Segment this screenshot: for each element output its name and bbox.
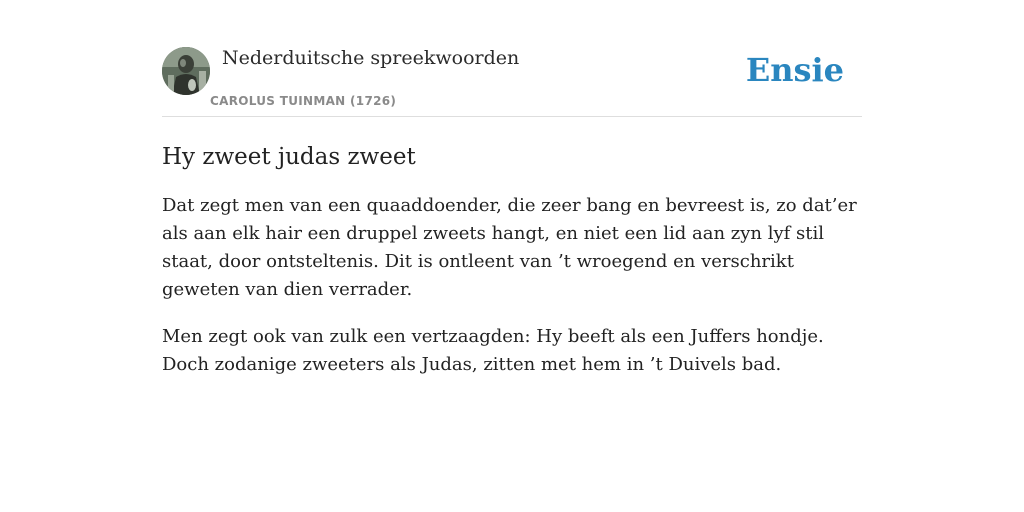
entry-paragraph: Dat zegt men van een quaaddoender, die zeer bang en bevreest is, zo dat’er als aan elk hair een druppel zweets hangt, en niet een lid aan zyn lyf stil staat, door ontsteltenis. Dit is ontleent van ’t wroegend en verschrikt geweten van dien verrader. <box>162 195 857 300</box>
author-avatar[interactable] <box>162 47 210 95</box>
entry-paragraph: Men zegt ook van zulk een vertzaagden: Hy beeft als een Juffers hondje. Doch zodanige zweeters als Judas, zitten met hem in ’t Duivels bad. <box>162 326 824 375</box>
statue-portrait-icon <box>162 47 210 95</box>
source-header <box>162 0 862 117</box>
article <box>162 0 862 379</box>
ensie-logo-link[interactable]: Ensie <box>745 51 844 89</box>
author-name[interactable]: CAROLUS TUINMAN (1726) <box>210 94 397 108</box>
entry-title: Hy zweet judas zweet <box>162 144 416 170</box>
source-title[interactable]: Nederduitsche spreekwoorden <box>222 47 520 69</box>
